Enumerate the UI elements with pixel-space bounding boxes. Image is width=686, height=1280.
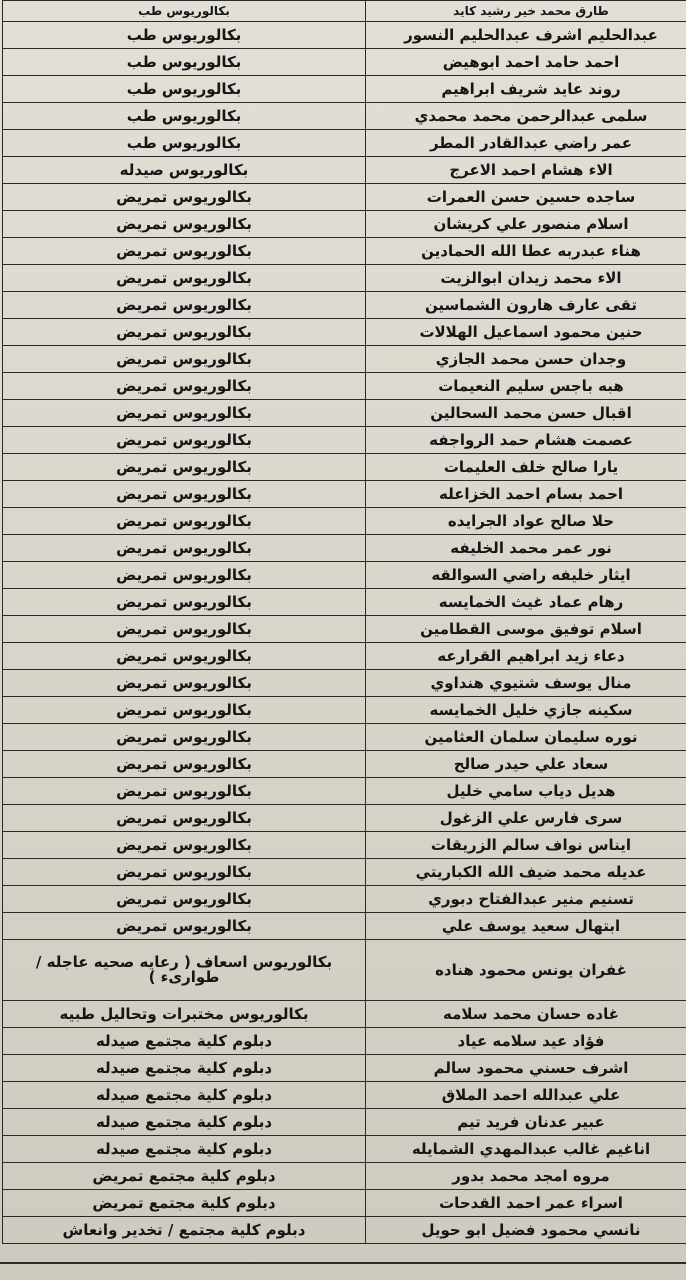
table-row <box>3 22 686 49</box>
table-row <box>3 589 686 616</box>
table-row <box>3 49 686 76</box>
name-cell: عديله محمد ضيف الله الكباريتي <box>366 859 686 886</box>
specialty-cell: بكالوريوس تمريض <box>3 805 366 832</box>
specialty-cell: بكالوريوس تمريض <box>3 886 366 913</box>
table-row <box>3 751 686 778</box>
table-row <box>3 1190 686 1217</box>
name-cell: سرى فارس علي الزغول <box>366 805 686 832</box>
specialty-cell: بكالوريوس طب <box>3 103 366 130</box>
specialty-cell: بكالوريوس تمريض <box>3 508 366 535</box>
table-row <box>3 1055 686 1082</box>
specialty-cell: بكالوريوس تمريض <box>3 697 366 724</box>
specialty-cell: دبلوم كلية مجتمع صيدله <box>3 1055 366 1082</box>
specialty-cell: بكالوريوس تمريض <box>3 832 366 859</box>
table-row <box>3 1001 686 1028</box>
bottom-rule <box>0 1262 686 1264</box>
specialty-cell: دبلوم كلية مجتمع / تخدير وانعاش <box>3 1217 366 1244</box>
name-cell: عبدالحليم اشرف عبدالحليم النسور <box>366 22 686 49</box>
name-cell: عصمت هشام حمد الرواجفه <box>366 427 686 454</box>
names-table <box>2 0 686 1244</box>
specialty-cell: بكالوريوس تمريض <box>3 535 366 562</box>
table-row <box>3 832 686 859</box>
table-row <box>3 1082 686 1109</box>
specialty-cell: بكالوريوس صيدله <box>3 157 366 184</box>
name-cell: اقبال حسن محمد السحالين <box>366 400 686 427</box>
name-cell: هبه باجس سليم النعيمات <box>366 373 686 400</box>
specialty-cell: بكالوريوس تمريض <box>3 400 366 427</box>
table-row <box>3 373 686 400</box>
name-cell: تسنيم منير عبدالفتاح دبوري <box>366 886 686 913</box>
name-cell: فؤاد عيد سلامه عياد <box>366 1028 686 1055</box>
specialty-cell: دبلوم كلية مجتمع صيدله <box>3 1136 366 1163</box>
specialty-cell: بكالوريوس طب <box>3 1 366 22</box>
name-cell: نوره سليمان سلمان العثامين <box>366 724 686 751</box>
name-cell: سعاد علي حيدر صالح <box>366 751 686 778</box>
name-cell: اسلام توفيق موسى القطامين <box>366 616 686 643</box>
name-cell: عبير عدنان فريد تيم <box>366 1109 686 1136</box>
table-row <box>3 1028 686 1055</box>
table-body <box>3 1 686 1244</box>
name-cell: غاده حسان محمد سلامه <box>366 1001 686 1028</box>
table-row <box>3 724 686 751</box>
specialty-cell: بكالوريوس تمريض <box>3 427 366 454</box>
table-row <box>3 1136 686 1163</box>
table-row <box>3 886 686 913</box>
name-cell: نور عمر محمد الخليفه <box>366 535 686 562</box>
name-cell: يارا صالح خلف العليمات <box>366 454 686 481</box>
name-cell: حنين محمود اسماعيل الهلالات <box>366 319 686 346</box>
specialty-cell: دبلوم كلية مجتمع صيدله <box>3 1109 366 1136</box>
table-row <box>3 76 686 103</box>
table-row <box>3 211 686 238</box>
specialty-cell: بكالوريوس تمريض <box>3 346 366 373</box>
specialty-cell: بكالوريوس تمريض <box>3 670 366 697</box>
table-row <box>3 346 686 373</box>
specialty-cell: بكالوريوس طب <box>3 130 366 157</box>
table-row <box>3 481 686 508</box>
name-cell: احمد بسام احمد الخزاعله <box>366 481 686 508</box>
table-row <box>3 1163 686 1190</box>
name-cell: ابتهال سعيد يوسف علي <box>366 913 686 940</box>
specialty-cell: دبلوم كلية مجتمع تمريض <box>3 1190 366 1217</box>
name-cell: احمد حامد احمد ابوهيض <box>366 49 686 76</box>
table-row <box>3 859 686 886</box>
table-row <box>3 130 686 157</box>
specialty-cell: دبلوم كلية مجتمع تمريض <box>3 1163 366 1190</box>
name-cell: علي عبدالله احمد الملاق <box>366 1082 686 1109</box>
specialty-cell: بكالوريوس طب <box>3 49 366 76</box>
name-cell: اسراء عمر احمد القدحات <box>366 1190 686 1217</box>
table-row <box>3 238 686 265</box>
table-row <box>3 292 686 319</box>
specialty-cell: بكالوريوس تمريض <box>3 319 366 346</box>
name-cell: طارق محمد خير رشيد كايد <box>366 1 686 22</box>
name-cell: منال يوسف شتيوي هنداوي <box>366 670 686 697</box>
name-cell: ايناس نواف سالم الزريقات <box>366 832 686 859</box>
table-row <box>3 319 686 346</box>
table-row <box>3 778 686 805</box>
table-row <box>3 427 686 454</box>
name-cell: روند عايد شريف ابراهيم <box>366 76 686 103</box>
specialty-cell: بكالوريوس طب <box>3 76 366 103</box>
name-cell: ساجده حسين حسن العمرات <box>366 184 686 211</box>
table-row <box>3 913 686 940</box>
specialty-cell: بكالوريوس اسعاف ( رعايه صحيه عاجله / طوارىء ) <box>3 940 366 1001</box>
specialty-cell: بكالوريوس تمريض <box>3 292 366 319</box>
specialty-cell: بكالوريوس تمريض <box>3 616 366 643</box>
table-row <box>3 670 686 697</box>
name-cell: سلمى عبدالرحمن محمد محمدي <box>366 103 686 130</box>
name-cell: اناغيم غالب عبدالمهدي الشمايله <box>366 1136 686 1163</box>
specialty-cell: بكالوريوس تمريض <box>3 481 366 508</box>
name-cell: حلا صالح عواد الجرايده <box>366 508 686 535</box>
specialty-cell: بكالوريوس طب <box>3 22 366 49</box>
table-row <box>3 643 686 670</box>
name-cell: هديل دياب سامي خليل <box>366 778 686 805</box>
table-row <box>3 562 686 589</box>
specialty-cell: بكالوريوس تمريض <box>3 184 366 211</box>
name-cell: اشرف حسني محمود سالم <box>366 1055 686 1082</box>
table-row <box>3 454 686 481</box>
name-cell: وجدان حسن محمد الجازي <box>366 346 686 373</box>
specialty-cell: دبلوم كلية مجتمع صيدله <box>3 1028 366 1055</box>
table-row <box>3 805 686 832</box>
specialty-cell: بكالوريوس تمريض <box>3 562 366 589</box>
name-cell: دعاء زيد ابراهيم القرارعه <box>366 643 686 670</box>
name-cell: سكينه جازي خليل الخمايسه <box>366 697 686 724</box>
specialty-cell: بكالوريوس تمريض <box>3 373 366 400</box>
specialty-cell: بكالوريوس مختبرات وتحاليل طبيه <box>3 1001 366 1028</box>
table-row <box>3 1217 686 1244</box>
specialty-cell: بكالوريوس تمريض <box>3 859 366 886</box>
table-row <box>3 265 686 292</box>
table-row <box>3 400 686 427</box>
table-row <box>3 616 686 643</box>
name-cell: نانسي محمود فضيل ابو حويل <box>366 1217 686 1244</box>
specialty-cell: بكالوريوس تمريض <box>3 724 366 751</box>
table-row <box>3 184 686 211</box>
name-cell: ايثار خليفه راضي السوالقه <box>366 562 686 589</box>
specialty-cell: بكالوريوس تمريض <box>3 265 366 292</box>
name-cell: الاء محمد زيدان ابوالزيت <box>366 265 686 292</box>
table-row <box>3 697 686 724</box>
name-cell: غفران يونس محمود هناده <box>366 940 686 1001</box>
name-cell: هناء عبدربه عطا الله الحمادين <box>366 238 686 265</box>
specialty-cell: بكالوريوس تمريض <box>3 643 366 670</box>
specialty-cell: بكالوريوس تمريض <box>3 589 366 616</box>
table-row <box>3 508 686 535</box>
table-row <box>3 1 686 22</box>
name-cell: رهام عماد غيث الخمايسه <box>366 589 686 616</box>
table-row <box>3 157 686 184</box>
name-cell: تقى عارف هارون الشماسين <box>366 292 686 319</box>
specialty-cell: بكالوريوس تمريض <box>3 238 366 265</box>
table-row <box>3 1109 686 1136</box>
specialty-cell: بكالوريوس تمريض <box>3 913 366 940</box>
name-cell: عمر راضي عبدالقادر المطر <box>366 130 686 157</box>
specialty-cell: بكالوريوس تمريض <box>3 454 366 481</box>
table-row <box>3 535 686 562</box>
specialty-cell: بكالوريوس تمريض <box>3 778 366 805</box>
specialty-cell: دبلوم كلية مجتمع صيدله <box>3 1082 366 1109</box>
specialty-cell: بكالوريوس تمريض <box>3 211 366 238</box>
specialty-cell: بكالوريوس تمريض <box>3 751 366 778</box>
name-cell: الاء هشام احمد الاعرج <box>366 157 686 184</box>
name-cell: مروه امجد محمد بدور <box>366 1163 686 1190</box>
name-cell: اسلام منصور علي كريشان <box>366 211 686 238</box>
table-row <box>3 940 686 1001</box>
table-row <box>3 103 686 130</box>
